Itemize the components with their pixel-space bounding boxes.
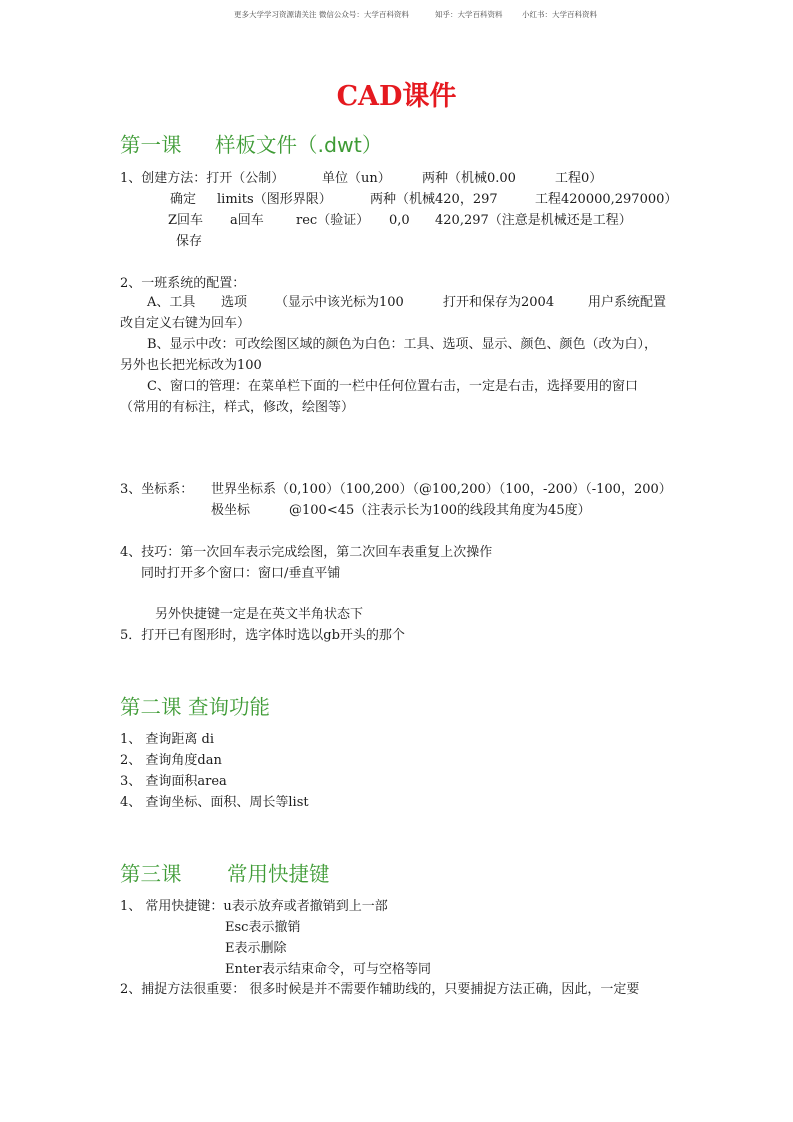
- text-line: （常用的有标注，样式，修改，绘图等）: [120, 400, 355, 415]
- text-line: 两种（机械420，297: [370, 192, 498, 207]
- text-line: 极坐标: [211, 503, 251, 518]
- text-line: 1、创建方法：打开（公制）: [120, 171, 285, 186]
- text-line: 确定: [170, 192, 197, 207]
- lesson3-heading-title: 常用快捷键: [227, 862, 330, 886]
- text-line: C、窗口的管理：在菜单栏下面的一栏中任何位置右击，一定是右击，选择要用的窗口: [147, 379, 638, 394]
- text-line: 选项: [221, 295, 248, 310]
- document-title: CAD课件: [336, 81, 457, 112]
- lesson1-heading-number: 第一课: [120, 133, 182, 157]
- text-line: 5．打开已有图形时，选字体时选以gb开头的那个: [120, 628, 405, 643]
- list-item: 4、 查询坐标、面积、周长等list: [120, 795, 309, 810]
- text-line: rec（验证）: [296, 213, 370, 228]
- header-right-text: 小红书：大学百科资料: [522, 10, 597, 19]
- text-line: 420,297（注意是机械还是工程）: [435, 213, 632, 228]
- header-middle-text: 知乎：大学百科资料: [435, 10, 503, 19]
- text-line: A、工具: [147, 295, 196, 310]
- text-line: E表示删除: [225, 941, 287, 956]
- text-line: Esc表示撤销: [225, 920, 301, 935]
- text-line: 另外也长把光标改为100: [120, 358, 262, 373]
- text-line: 另外快捷键一定是在英文半角状态下: [155, 607, 364, 622]
- text-line: @100<45（注表示长为100的线段其角度为45度）: [289, 503, 591, 518]
- header-left-text: 更多大学学习资源请关注 微信公众号：大学百科资料: [234, 10, 409, 19]
- text-line: Enter表示结束命令，可与空格等同: [225, 962, 431, 977]
- text-line: 2、一班系统的配置：: [120, 276, 246, 291]
- lesson3-heading-number: 第三课: [120, 862, 182, 886]
- text-line: a回车: [230, 213, 264, 228]
- text-line: Z回车: [168, 213, 204, 228]
- text-line: 世界坐标系（0,100）（100,200）（@100,200）（100，-200）（-100，200）: [211, 482, 672, 497]
- text-line: limits（图形界限）: [217, 192, 332, 207]
- text-line: 用户系统配置: [588, 295, 667, 310]
- text-line: 工程0）: [555, 171, 603, 186]
- text-line: 打开和保存为2004: [443, 295, 555, 310]
- text-line: 1、 常用快捷键：u表示放弃或者撤销到上一部: [120, 899, 388, 914]
- text-line: 工程420000,297000）: [535, 192, 678, 207]
- text-line: 单位（un）: [322, 171, 391, 186]
- text-line: 4、技巧：第一次回车表示完成绘图，第二次回车表重复上次操作: [120, 545, 493, 560]
- text-line: 保存: [176, 234, 203, 249]
- text-line: （显示中该光标为100: [275, 295, 404, 310]
- text-line: 两种（机械0.00: [422, 171, 516, 186]
- text-line: 同时打开多个窗口：窗口/垂直平铺: [141, 566, 341, 581]
- text-line: 3、坐标系：: [120, 482, 194, 497]
- lesson1-heading-title: 样板文件（.dwt）: [215, 133, 383, 157]
- list-item: 2、 查询角度dan: [120, 753, 222, 768]
- list-item: 3、 查询面积area: [120, 774, 227, 789]
- text-line: 改自定义右键为回车）: [120, 316, 251, 331]
- text-line: B、显示中改：可改绘图区域的颜色为白色：工具、选项、显示、颜色、颜色（改为白），: [147, 337, 658, 352]
- text-line: 2、捕捉方法很重要： 很多时候是并不需要作辅助线的，只要捕捉方法正确，因此，一定要: [120, 982, 640, 997]
- lesson2-heading: 第二课 查询功能: [120, 695, 271, 719]
- text-line: 0,0: [389, 213, 410, 228]
- list-item: 1、 查询距离 di: [120, 732, 215, 747]
